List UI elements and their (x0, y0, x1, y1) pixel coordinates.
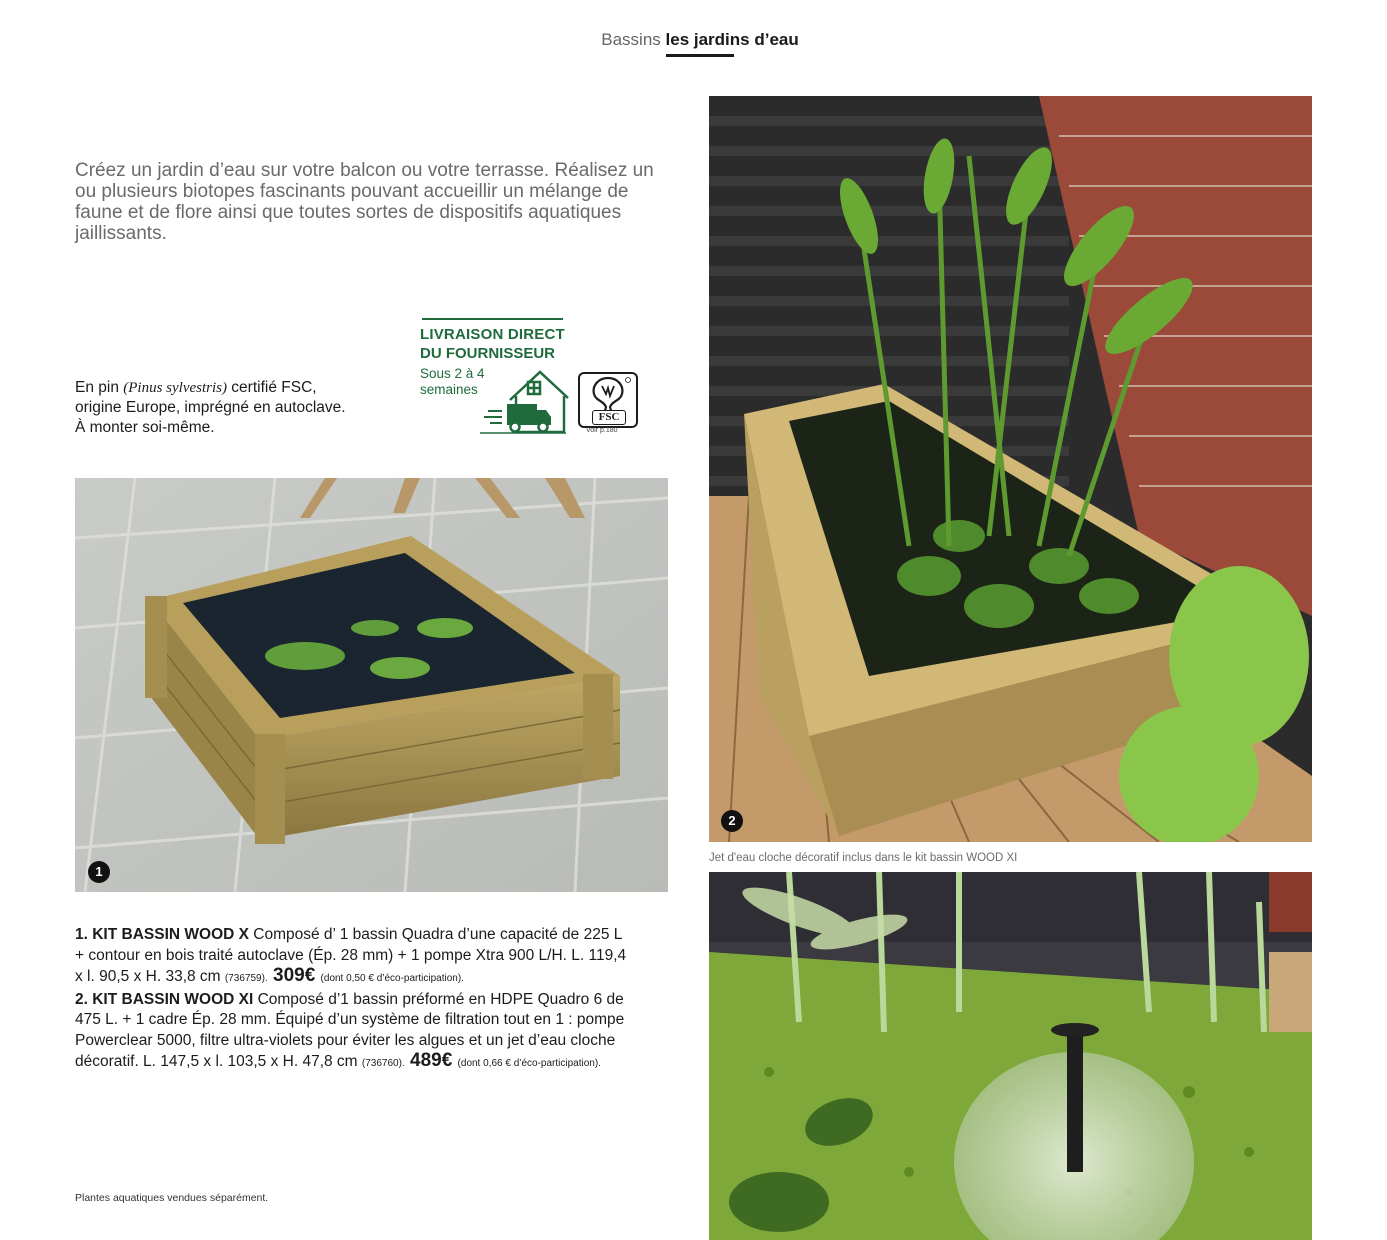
fsc-page-reference: Voir p.180 (586, 427, 618, 434)
product-reference: (736760). (361, 1058, 405, 1069)
delivery-badge (420, 318, 580, 440)
material-description (75, 378, 375, 438)
product-name: 1. KIT BASSIN WOOD X (75, 926, 249, 943)
product-eco-participation: (dont 0,66 € d’éco-participation). (457, 1058, 601, 1069)
page-title: les jardins d’eau (665, 30, 799, 49)
header-underline (666, 54, 734, 57)
material-prefix: En pin (75, 379, 124, 396)
footnote: Plantes aquatiques vendues séparément. (75, 1192, 269, 1204)
delivery-line-3: Sous 2 à 4 (420, 366, 485, 381)
product-eco-participation: (dont 0,50 € d’éco-participation). (320, 973, 464, 984)
material-suffix: certifié FSC, (227, 379, 317, 396)
product-price: 489€ (404, 1050, 458, 1071)
wood-xi-illustration (709, 96, 1312, 842)
material-latin-name: (Pinus sylvestris) (123, 380, 227, 396)
photo-number-1: 1 (88, 861, 110, 883)
product-description: Composé d’ 1 bassin Quadra d’une capacité de 225 L + contour en bois traité autoclave (Ép. 28 mm) + 1 pompe Xtra 900 L/H. L. 119,4 x l. 90,5 x H. 33,8 cm (75, 926, 627, 985)
product-description: Composé d’1 bassin préformé en HDPE Quadro 6 de 475 L. + 1 cadre Ép. 28 mm. Équipé d’un système de filtration tout en 1 : pompe Powerclear 5000, filtre ultra-violets pour éviter les algues et un jet d’eau cloche décoratif. L. 147,5 x l. 103,5 x H. 47,8 cm (75, 990, 625, 1070)
fsc-label: FSC (592, 410, 626, 425)
delivery-truck-house-icon (480, 366, 580, 438)
product-name: 2. KIT BASSIN WOOD XI (75, 990, 254, 1008)
product-reference: (736759). (224, 973, 268, 984)
material-origin: origine Europe, imprégné en autoclave. (75, 399, 346, 416)
section-label: Bassins (601, 30, 661, 49)
delivery-delay (420, 366, 485, 398)
delivery-line-2: DU FOURNISSEUR (420, 345, 556, 362)
delivery-line-4: semaines (420, 382, 478, 397)
product-descriptions (75, 925, 635, 1075)
delivery-line-1: LIVRAISON DIRECT (420, 326, 565, 343)
material-assembly: À monter soi-même. (75, 419, 215, 436)
delivery-top-rule (422, 318, 563, 320)
product-item-wood-xi (75, 990, 635, 1075)
fountain-illustration (709, 872, 1312, 1240)
product-price: 309€ (267, 965, 321, 986)
fountain-detail-photo (709, 872, 1312, 1240)
page-header (0, 30, 1387, 50)
product-photo-wood-xi (709, 96, 1312, 842)
intro-text: Créez un jardin d’eau sur votre balcon ou votre terrasse. Réalisez un ou plusieurs biotopes fascinants pouvant accueillir un mélange de faune et de flore ainsi que toutes sortes de dispositifs aquatiques jaillissants. (75, 160, 654, 244)
wood-x-illustration (75, 478, 668, 892)
product-item-wood-x (75, 925, 635, 990)
photo-caption: Jet d'eau cloche décoratif inclus dans le kit bassin WOOD XI (709, 852, 1018, 864)
product-photo-wood-x (75, 478, 668, 892)
fsc-logo (578, 372, 638, 428)
photo-number-2: 2 (721, 810, 743, 832)
